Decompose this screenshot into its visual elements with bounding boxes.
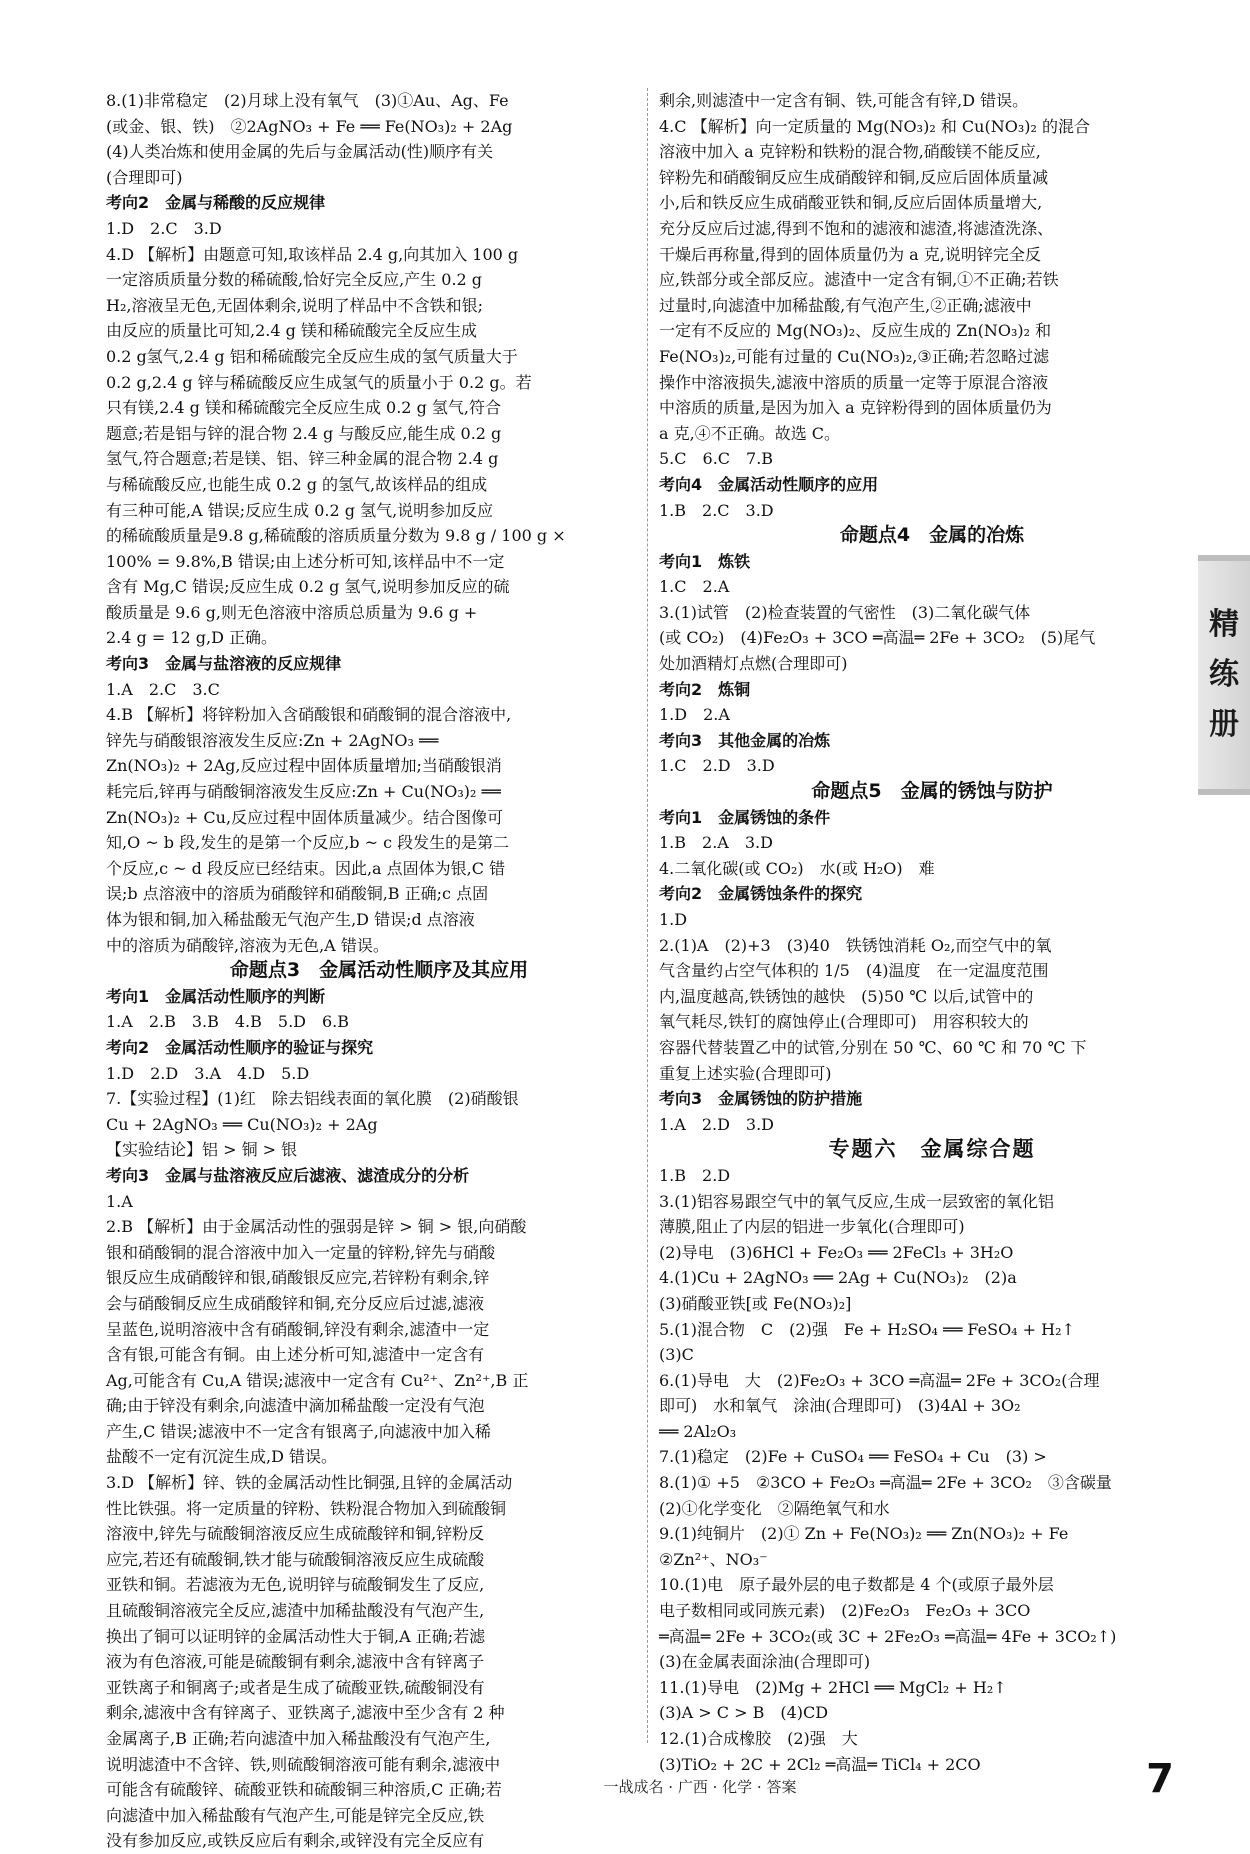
- answer-line: Zn(NO₃)₂ + Cu,反应过程中固体质量减少。结合图像可: [106, 807, 504, 827]
- answer-line: 7.(1)稳定 (2)Fe + CuSO₄ ══ FeSO₄ + Cu (3) >: [659, 1447, 1047, 1467]
- subsection-heading: 考向3 金属锈蚀的防护措施: [659, 1089, 863, 1109]
- section-title: 命题点3 金属活动性顺序及其应用: [229, 959, 529, 982]
- answer-line: (3)硝酸亚铁[或 Fe(NO₃)₂]: [659, 1293, 852, 1313]
- answer-line: 会与硝酸铜反应生成硝酸锌和铜,充分反应后过滤,滤液: [106, 1293, 485, 1313]
- page-number: 7: [1146, 1756, 1174, 1802]
- answer-line: 由反应的质量比可知,2.4 g 镁和稀硫酸完全反应生成: [106, 321, 477, 341]
- answer-line: 1.D: [659, 910, 688, 929]
- answer-line: 换出了铜可以证明锌的金属活动性大于铜,A 正确;若滤: [106, 1626, 486, 1646]
- answer-line: 4.二氧化碳(或 CO₂) 水(或 H₂O) 难: [659, 858, 935, 878]
- answer-line: (3)在金属表面涂油(合理即可): [659, 1652, 871, 1672]
- answer-line: 产生,C 错误;滤液中不一定含有银离子,向滤液中加入稀: [106, 1421, 491, 1441]
- answer-line: 4.D 【解析】由题意可知,取该样品 2.4 g,向其加入 100 g: [106, 244, 519, 264]
- answer-line: 中溶质的质量,是因为加入 a 克锌粉得到的固体质量仍为: [659, 398, 1052, 418]
- answer-line: 重复上述实验(合理即可): [659, 1063, 832, 1083]
- answer-line: 10.(1)电 原子最外层的电子数都是 4 个(或原子最外层: [659, 1575, 1054, 1595]
- answer-line: 1.A 2.C 3.C: [106, 679, 220, 699]
- subsection-heading: 考向2 炼铜: [659, 679, 751, 699]
- answer-line: 11.(1)导电 (2)Mg + 2HCl ══ MgCl₂ + H₂↑: [659, 1677, 1007, 1697]
- answer-line: 内,温度越高,铁锈蚀的越快 (5)50 ℃ 以后,试管中的: [659, 986, 1034, 1006]
- answer-line: 充分反应后过滤,得到不饱和的滤液和滤渣,将滤渣洗涤、: [659, 218, 1054, 238]
- answer-line: 5.C 6.C 7.B: [659, 449, 774, 469]
- answer-line: 100% = 9.8%,B 错误;由上述分析可知,该样品中不一定: [106, 551, 505, 571]
- answer-line: 含有 Mg,C 错误;反应生成 0.2 g 氢气,说明参加反应的硫: [106, 577, 510, 597]
- answer-line: 12.(1)合成橡胶 (2)强 大: [659, 1729, 858, 1748]
- answer-line: 应完,若还有硫酸铜,铁才能与硫酸铜溶液反应生成硫酸: [106, 1549, 485, 1569]
- answer-line: 个反应,c ~ d 段反应已经结束。因此,a 点固体为银,C 错: [106, 858, 506, 878]
- answer-line: 9.(1)纯铜片 (2)① Zn + Fe(NO₃)₂ ══ Zn(NO₃)₂ + Fe: [659, 1524, 1069, 1544]
- answer-line: Fe(NO₃)₂,可能有过量的 Cu(NO₃)₂,③正确;若忽略过滤: [659, 346, 1050, 366]
- answer-line: 操作中溶液损失,滤液中溶质的质量一定等于原混合溶液: [659, 372, 1049, 392]
- answer-line: 1.D 2.A: [659, 705, 730, 725]
- answer-line: (2)导电 (3)6HCl + Fe₂O₃ ══ 2FeCl₃ + 3H₂O: [659, 1242, 1014, 1262]
- answer-line: 过量时,向滤渣中加稀盐酸,有气泡产生,②正确;滤液中: [659, 295, 1032, 315]
- answer-line: 呈蓝色,说明溶液中含有硝酸铜,锌没有剩余,滤渣中一定: [106, 1319, 490, 1339]
- answer-line: 处加酒精灯点燃(合理即可): [659, 654, 848, 674]
- side-tab: [1198, 555, 1250, 795]
- answer-line: 性比铁强。将一定质量的锌粉、铁粉混合物加入到硫酸铜: [106, 1498, 507, 1518]
- answer-line: 干燥后再称量,得到的固体质量仍为 a 克,说明锌完全反: [659, 244, 1041, 264]
- column-divider: [647, 88, 648, 1743]
- answer-line: (合理即可): [106, 167, 183, 187]
- answer-line: 8.(1)① +5 ②3CO + Fe₂O₃ ═高温═ 2Fe + 3CO₂ ③含碳量: [659, 1473, 1112, 1493]
- answer-line: (3)C: [659, 1345, 694, 1365]
- section-title: 命题点5 金属的锈蚀与防护: [811, 780, 1053, 803]
- side-tab-char: 精: [1209, 607, 1239, 642]
- answer-line: 氢气,符合题意;若是镁、铝、锌三种金属的混合物 2.4 g: [106, 449, 499, 469]
- answer-line: 锌粉先和硝酸铜反应生成硝酸锌和铜,反应后固体质量减: [659, 167, 1049, 187]
- answer-line: 误;b 点溶液中的溶质为硝酸锌和硝酸铜,B 正确;c 点固: [106, 884, 489, 904]
- subsection-heading: 考向3 其他金属的冶炼: [659, 730, 831, 750]
- right-column: [659, 88, 1205, 1777]
- answer-line: Ag,可能含有 Cu,A 错误;滤液中一定含有 Cu²⁺、Zn²⁺,B 正: [106, 1370, 529, 1390]
- answer-line: a 克,④不正确。故选 C。: [659, 423, 841, 443]
- answer-line: 中的溶质为硝酸锌,溶液为无色,A 错误。: [106, 935, 389, 955]
- answer-line: 1.C 2.D 3.D: [659, 756, 775, 776]
- answer-line: Zn(NO₃)₂ + 2Ag,反应过程中固体质量增加;当硝酸银消: [106, 756, 502, 776]
- answer-line: 4.C 【解析】向一定质量的 Mg(NO₃)₂ 和 Cu(NO₃)₂ 的混合: [659, 116, 1090, 136]
- answer-line: 即可) 水和氧气 涂油(合理即可) (3)4Al + 3O₂: [659, 1396, 1021, 1416]
- answer-line: 耗完后,锌再与硝酸铜溶液发生反应:Zn + Cu(NO₃)₂ ══: [106, 782, 501, 802]
- answer-line: 3.D 【解析】锌、铁的金属活动性比铜强,且锌的金属活动: [106, 1473, 513, 1493]
- answer-line: 1.D 2.C 3.D: [106, 218, 222, 238]
- subsection-heading: 考向2 金属活动性顺序的验证与探究: [106, 1037, 374, 1057]
- answer-line: H₂,溶液呈无色,无固体剩余,说明了样品中不含铁和银;: [106, 295, 484, 315]
- answer-line: 剩余,则滤渣中一定含有铜、铁,可能含有锌,D 错误。: [659, 91, 1029, 110]
- answer-line: 0.2 g,2.4 g 锌与稀硫酸反应生成氢气的质量小于 0.2 g。若: [106, 372, 532, 392]
- answer-line: 锌先与硝酸银溶液发生反应:Zn + 2AgNO₃ ══: [106, 730, 439, 750]
- answer-line: (或金、银、铁) ②2AgNO₃ + Fe ══ Fe(NO₃)₂ + 2Ag: [106, 116, 513, 136]
- answer-line: 容器代替装置乙中的试管,分别在 50 ℃、60 ℃ 和 70 ℃ 下: [659, 1037, 1087, 1057]
- answer-line: 有三种可能,A 错误;反应生成 0.2 g 氢气,说明参加反应: [106, 500, 494, 520]
- answer-line: 只有镁,2.4 g 镁和稀硫酸完全反应生成 0.2 g 氢气,符合: [106, 398, 501, 418]
- answer-line: 一定有不反应的 Mg(NO₃)₂、反应生成的 Zn(NO₃)₂ 和: [659, 321, 1052, 341]
- answer-line: ═高温═ 2Fe + 3CO₂(或 3C + 2Fe₂O₃ ═高温═ 4Fe + 3CO₂↑): [659, 1626, 1117, 1646]
- answer-line: 2.4 g = 12 g,D 正确。: [106, 628, 278, 648]
- answer-line: 3.(1)铝容易跟空气中的氧气反应,生成一层致密的氧化铝: [659, 1191, 1055, 1211]
- answer-line: 题意;若是铝与锌的混合物 2.4 g 与酸反应,能生成 0.2 g: [106, 423, 502, 443]
- answer-line: Cu + 2AgNO₃ ══ Cu(NO₃)₂ + 2Ag: [106, 1114, 378, 1134]
- answer-line: (4)人类冶炼和使用金属的先后与金属活动(性)顺序有关: [106, 142, 494, 162]
- answer-line: 金属离子,B 正确;若向滤渣中加入稀盐酸没有气泡产生,: [106, 1729, 491, 1748]
- subsection-heading: 考向1 金属锈蚀的条件: [659, 807, 831, 827]
- answer-line: 银反应生成硝酸锌和银,硝酸银反应完,若锌粉有剩余,锌: [106, 1268, 490, 1288]
- answer-line: 4.(1)Cu + 2AgNO₃ ══ 2Ag + Cu(NO₃)₂ (2)a: [659, 1268, 1017, 1288]
- answer-line: 2.(1)A (2)+3 (3)40 铁锈蚀消耗 O₂,而空气中的氧: [659, 935, 1052, 955]
- answer-line: 盐酸不一定有沉淀生成,D 错误。: [106, 1447, 338, 1467]
- answer-line: 确;由于锌没有剩余,向滤渣中滴加稀盐酸一定没有气泡: [106, 1396, 485, 1416]
- answer-line: (或 CO₂) (4)Fe₂O₃ + 3CO ═高温═ 2Fe + 3CO₂ (5)尾气: [659, 628, 1096, 648]
- answer-line: 知,O ~ b 段,发生的是第一个反应,b ~ c 段发生的是第二: [106, 833, 510, 853]
- answer-line: 银和硝酸铜的混合溶液中加入一定量的锌粉,锌先与硝酸: [106, 1242, 496, 1262]
- answer-line: 7.【实验过程】(1)红 除去铝线表面的氧化膜 (2)硝酸银: [106, 1089, 519, 1109]
- answer-line: 2.B 【解析】由于金属活动性的强弱是锌 > 铜 > 银,向硝酸: [106, 1217, 527, 1237]
- answer-line: 3.(1)试管 (2)检查装置的气密性 (3)二氧化碳气体: [659, 602, 1031, 622]
- answer-line: 薄膜,阻止了内层的铝进一步氧化(合理即可): [659, 1217, 965, 1237]
- left-column: [106, 88, 652, 1854]
- answer-line: 8.(1)非常稳定 (2)月球上没有氧气 (3)①Au、Ag、Fe: [106, 91, 509, 110]
- answer-line: 气含量约占空气体积的 1/5 (4)温度 在一定温度范围: [659, 961, 1049, 981]
- answer-line: 液为有色溶液,可能是硫酸铜有剩余,滤液中含有锌离子: [106, 1652, 485, 1672]
- answer-line: 体为银和铜,加入稀盐酸无气泡产生,D 错误;d 点溶液: [106, 910, 475, 929]
- answer-line: (3)TiO₂ + 2C + 2Cl₂ ═高温═ TiCl₄ + 2CO: [659, 1754, 981, 1774]
- answer-line: 1.D 2.D 3.A 4.D 5.D: [106, 1063, 310, 1083]
- answer-line: 小,后和铁反应生成硝酸亚铁和铜,反应后固体质量增大,: [659, 193, 1043, 213]
- answer-line: 0.2 g氢气,2.4 g 铝和稀硫酸完全反应生成的氢气质量大于: [106, 346, 518, 366]
- answer-line: 【实验结论】铝 > 铜 > 银: [106, 1140, 298, 1160]
- answer-line: 亚铁离子和铜离子;或者是生成了硫酸亚铁,硫酸铜没有: [106, 1677, 485, 1697]
- answer-line: 1.A 2.D 3.D: [659, 1114, 775, 1134]
- answer-line: ②Zn²⁺、NO₃⁻: [659, 1549, 768, 1569]
- subsection-heading: 考向3 金属与盐溶液反应后滤液、滤渣成分的分析: [106, 1165, 470, 1185]
- section-title: 专题六 金属综合题: [828, 1137, 1036, 1162]
- answer-line: 向滤渣中加入稀盐酸有气泡产生,可能是锌完全反应,铁: [106, 1805, 485, 1825]
- answer-line: 说明滤渣中不含锌、铁,则硫酸铜溶液可能有剩余,滤液中: [106, 1754, 501, 1774]
- answer-line: 可能含有硫酸锌、硫酸亚铁和硫酸铜三种溶质,C 正确;若: [106, 1780, 502, 1800]
- answer-line: 1.B 2.A 3.D: [659, 833, 773, 853]
- answer-line: 含有银,可能含有铜。由上述分析可知,滤渣中一定含有: [106, 1345, 485, 1365]
- answer-line: 与稀硫酸反应,也能生成 0.2 g 的氢气,故该样品的组成: [106, 474, 488, 494]
- subsection-heading: 考向3 金属与盐溶液的反应规律: [106, 654, 342, 674]
- answer-line: 1.A 2.B 3.B 4.B 5.D 6.B: [106, 1012, 350, 1032]
- subsection-heading: 考向2 金属锈蚀条件的探究: [659, 884, 863, 904]
- answer-line: 剩余,滤液中含有锌离子、亚铁离子,滤液中至少含有 2 种: [106, 1703, 505, 1723]
- answer-line: 应,铁部分或全部反应。滤渣中一定含有铜,①不正确;若铁: [659, 270, 1059, 290]
- answer-line: 4.B 【解析】将锌粉加入含硝酸银和硝酸铜的混合溶液中,: [106, 705, 512, 725]
- answer-line: 氧气耗尽,铁钉的腐蚀停止(合理即可) 用容积较大的: [659, 1012, 1029, 1032]
- answer-line: (3)A > C > B (4)CD: [659, 1703, 829, 1723]
- answer-line: 亚铁和铜。若滤液为无色,说明锌与硫酸铜发生了反应,: [106, 1575, 485, 1595]
- subsection-heading: 考向2 金属与稀酸的反应规律: [106, 193, 326, 213]
- answer-line: 酸质量是 9.6 g,则无色溶液中溶质总质量为 9.6 g +: [106, 602, 478, 622]
- subsection-heading: 考向1 金属活动性顺序的判断: [106, 986, 326, 1006]
- answer-line: 溶液中,锌先与硫酸铜溶液反应生成硫酸锌和铜,锌粉反: [106, 1524, 485, 1544]
- answer-line: 1.C 2.A: [659, 577, 730, 597]
- answer-line: 溶液中加入 a 克锌粉和铁粉的混合物,硝酸镁不能反应,: [659, 142, 1041, 162]
- page-footer: 一战成名 · 广西 · 化学 · 答案: [603, 1778, 797, 1796]
- answer-line: 5.(1)混合物 C (2)强 Fe + H₂SO₄ ══ FeSO₄ + H₂↑: [659, 1319, 1075, 1339]
- answer-line: 的稀硫酸质量是9.8 g,稀硫酸的溶质质量分数为 9.8 g / 100 g ×: [106, 526, 566, 546]
- answer-line: 电子数相同或同族元素) (2)Fe₂O₃ Fe₂O₃ + 3CO: [659, 1601, 1031, 1621]
- answer-line: (2)①化学变化 ②隔绝氧气和水: [659, 1498, 890, 1518]
- subsection-heading: 考向4 金属活动性顺序的应用: [659, 474, 879, 494]
- answer-line: 1.A: [106, 1191, 133, 1211]
- answer-line: 6.(1)导电 大 (2)Fe₂O₃ + 3CO ═高温═ 2Fe + 3CO₂(合理: [659, 1370, 1100, 1390]
- answer-line: 且硫酸铜溶液完全反应,滤渣中加稀盐酸没有气泡产生,: [106, 1601, 485, 1621]
- answer-line: 没有参加反应,或铁反应后有剩余,或锌没有完全反应有: [106, 1831, 485, 1851]
- answer-line: 1.B 2.C 3.D: [659, 500, 774, 520]
- side-tab-char: 练: [1209, 657, 1239, 692]
- section-title: 命题点4 金属的冶炼: [839, 524, 1025, 547]
- answer-line: 1.B 2.D: [659, 1165, 731, 1185]
- subsection-heading: 考向1 炼铁: [659, 551, 751, 571]
- side-tab-char: 册: [1209, 707, 1239, 742]
- answer-line: 一定溶质质量分数的稀硫酸,恰好完全反应,产生 0.2 g: [106, 270, 483, 290]
- answer-line: ══ 2Al₂O₃: [659, 1421, 737, 1441]
